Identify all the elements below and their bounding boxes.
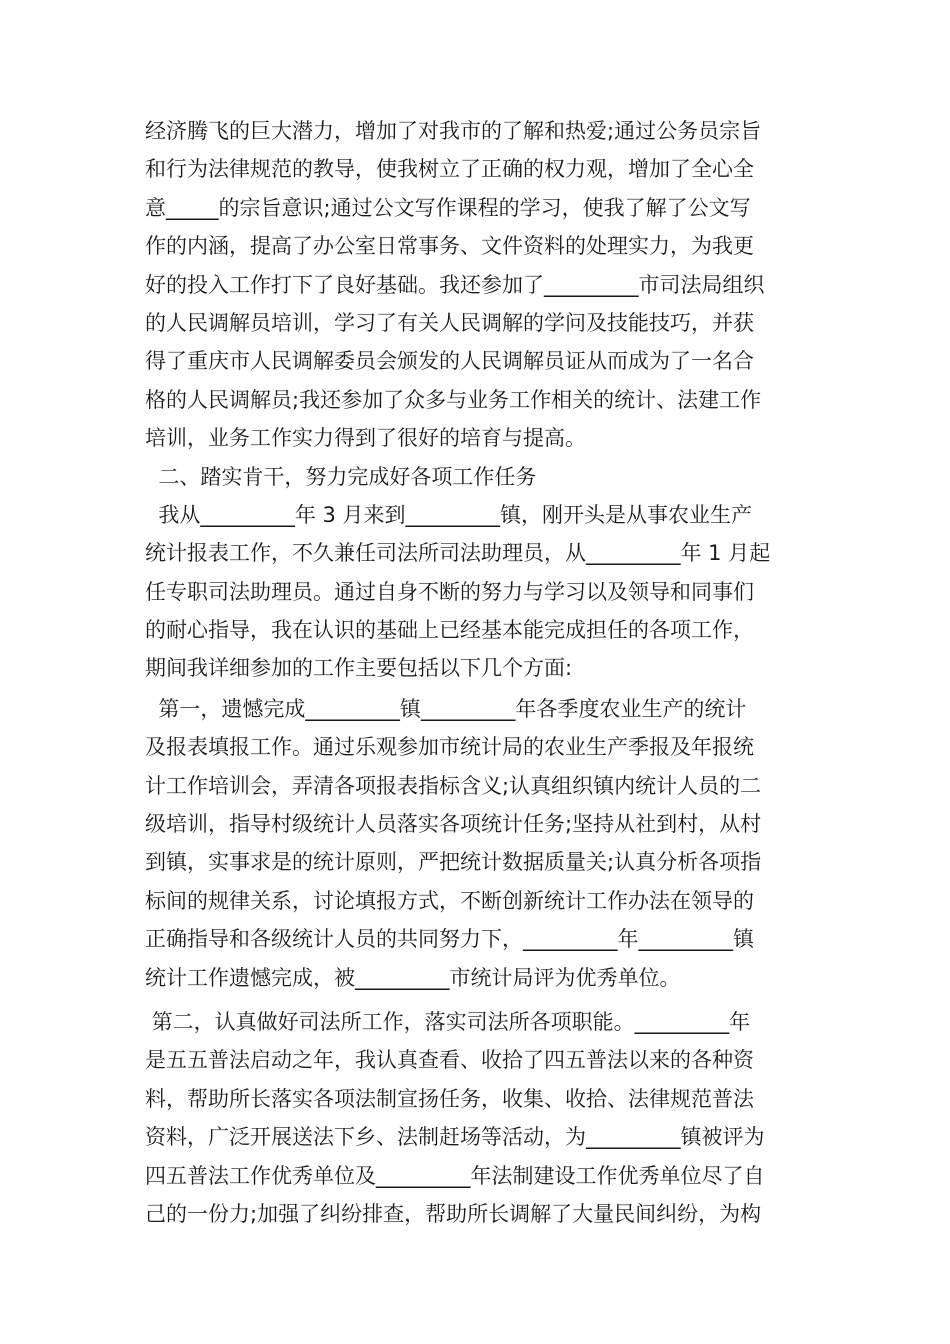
paragraph-1 [145, 112, 805, 458]
document-body [145, 112, 805, 1233]
text-line: 意_____的宗旨意识;通过公文写作课程的学习，使我了解了公文写 [145, 195, 751, 220]
text-line: 四五普法工作优秀单位及_________年法制建设工作优秀单位尽了自 [145, 1163, 765, 1188]
text-line: 的耐心指导，我在认识的基础上已经基本能完成担任的各项工作， [145, 618, 754, 643]
text-line: 作的内涵，提高了办公室日常事务、文件资料的处理实力，为我更 [145, 234, 754, 259]
text-line: 级培训，指导村级统计人员落实各项统计任务;坚持从社到村，从村 [145, 812, 762, 837]
text-line: 标间的规律关系，讨论填报方式，不断创新统计工作办法在领导的 [145, 888, 754, 913]
section-heading-text: 二、踏实肯干，努力完成好各项工作任务 [145, 464, 537, 489]
text-line: 正确指导和各级统计人员的共同努力下，_________年_________镇 [145, 927, 754, 952]
text-line: 培训，业务工作实力得到了很好的培育与提高。 [145, 426, 586, 451]
section-heading [145, 458, 805, 496]
text-line: 的人民调解员培训，学习了有关人民调解的学问及技能技巧，并获 [145, 310, 754, 335]
text-line: 统计工作遗憾完成，被_________市统计局评为优秀单位。 [145, 965, 681, 990]
text-line: 是五五普法启动之年，我认真查看、收拾了四五普法以来的各种资 [145, 1048, 754, 1073]
text-line: 任专职司法助理员。通过自身不断的努力与学习以及领导和同事们 [145, 579, 754, 604]
text-line: 第一，遗憾完成_________镇_________年各季度农业生产的统计 [145, 696, 747, 721]
paragraph-2 [145, 496, 805, 688]
paragraph-3 [145, 690, 805, 997]
text-line: 资料，广泛开展送法下乡、法制赶场等活动，为_________镇被评为 [145, 1125, 765, 1150]
text-line: 经济腾飞的巨大潜力，增加了对我市的了解和热爱;通过公务员宗旨 [145, 119, 762, 143]
text-line: 好的投入工作打下了良好基础。我还参加了_________市司法局组织 [145, 272, 765, 297]
text-line: 和行为法律规范的教导，使我树立了正确的权力观，增加了全心全 [145, 157, 754, 182]
text-line: 期间我详细参加的工作主要包括以下几个方面: [145, 656, 573, 681]
text-line: 及报表填报工作。通过乐观参加市统计局的农业生产季报及年报统 [145, 735, 754, 760]
text-line: 料，帮助所长落实各项法制宣扬任务，收集、收拾、法律规范普法 [145, 1086, 754, 1111]
text-line: 得了重庆市人民调解委员会颁发的人民调解员证从而成为了一名合 [145, 349, 754, 374]
paragraph-4 [145, 1003, 805, 1233]
text-line: 统计报表工作，不久兼任司法所司法助理员，从_________年 1 月起 [145, 541, 771, 566]
text-line: 我从_________年 3 月来到_________镇，刚开头是从事农业生产 [145, 502, 753, 527]
text-line: 格的人民调解员;我还参加了众多与业务工作相关的统计、法建工作 [145, 387, 762, 412]
text-line: 第二，认真做好司法所工作，落实司法所各项职能。_________年 [145, 1009, 751, 1034]
text-line: 到镇，实事求是的统计原则，严把统计数据质量关;认真分析各项指 [145, 850, 762, 875]
text-line: 己的一份力;加强了纠纷排查，帮助所长调解了大量民间纠纷，为构 [145, 1201, 762, 1226]
text-line: 计工作培训会，弄清各项报表指标含义;认真组织镇内统计人员的二 [145, 773, 762, 798]
